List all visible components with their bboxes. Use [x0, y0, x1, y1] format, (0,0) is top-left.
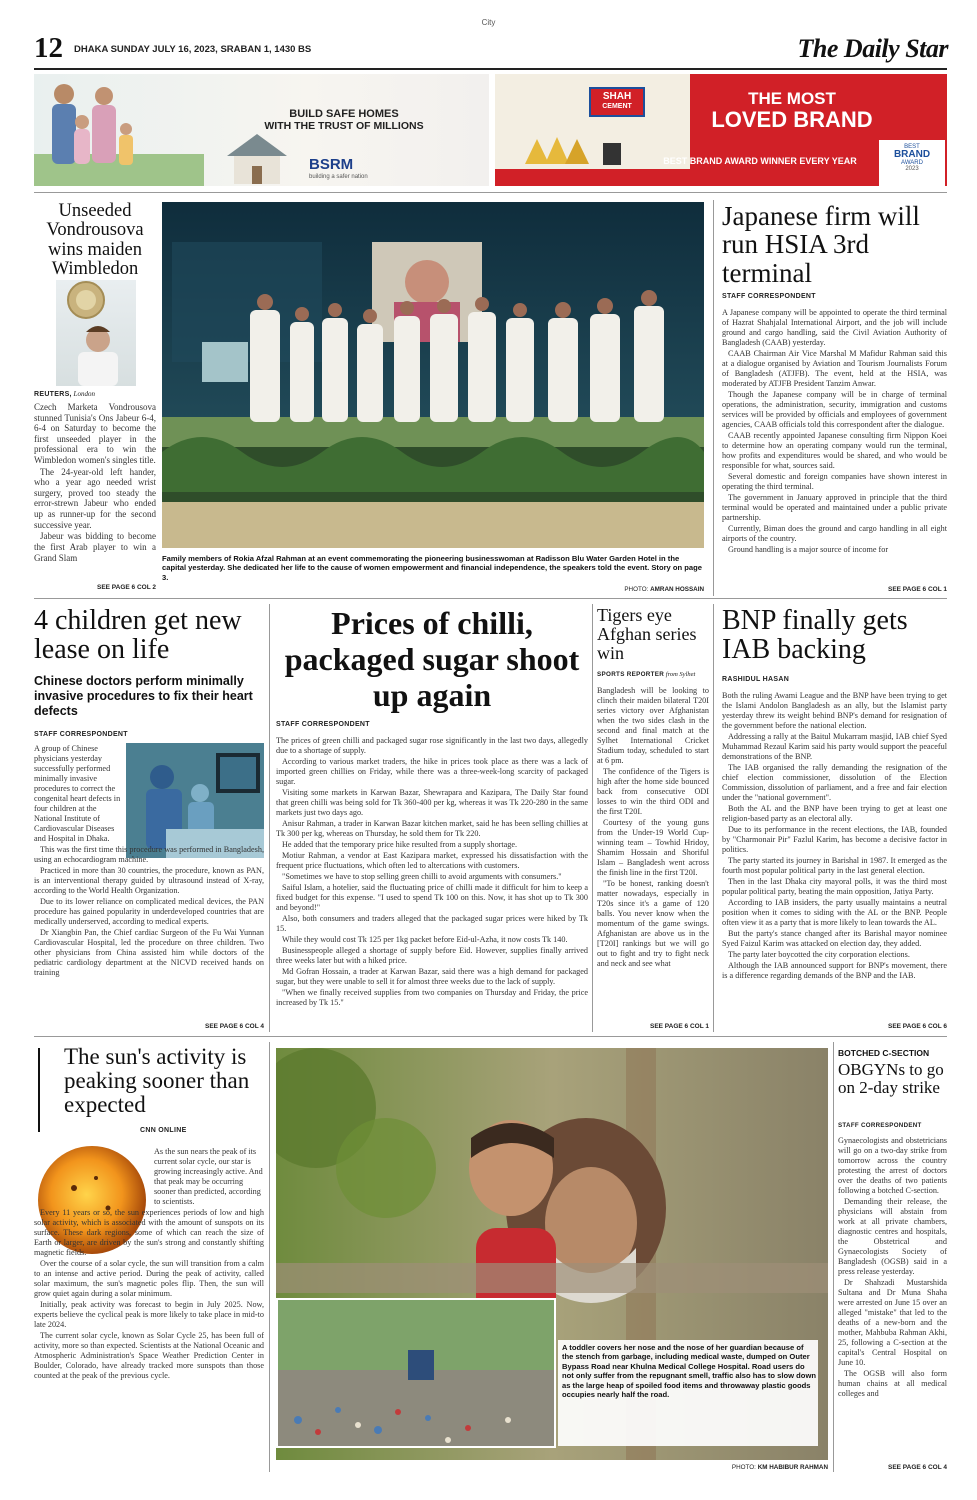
obgyn-byline: STAFF CORRESPONDENT — [838, 1122, 922, 1129]
obgyn-headline: OBGYNs to go on 2-day strike — [838, 1060, 944, 1097]
chilli-paragraph: Motiur Rahman, a vendor at East Kazipara market, expressed his dissatisfaction with the frequent price fluctuations, which often led to altercations with customers. — [276, 851, 588, 870]
vondrousova-photo — [56, 280, 136, 386]
tigers-paragraph: Courtesy of the young guns from the Under-19 World Cup-winning team – Towhid Hridoy, Shamim Hossain and Shoriful Islam – Bangladesh went across the finish line in the first T20I. — [597, 818, 709, 877]
column-rule — [833, 1042, 834, 1472]
tigers-body — [597, 686, 709, 1022]
sun-byline: CNN ONLINE — [140, 1127, 187, 1134]
chilli-paragraph: While they would cost Tk 125 per 1kg packet before Eid-ul-Azha, it now costs Tk 140. — [282, 935, 568, 944]
chilli-paragraph: Businesspeople alleged a shortage of supply before Eid. However, supplies finally arrived three weeks later but with a hiked price. — [276, 946, 588, 965]
obgyn-paragraph: The OGSB will also form human chains at all medical colleges and — [838, 1369, 947, 1398]
bnp-paragraph: Then in the last Dhaka city mayoral polls, it was the third most popular political party, beating the main opposition, Jatiya Party. — [722, 877, 947, 896]
ads-rule — [34, 192, 947, 193]
bnp-paragraph: Both the AL and the BNP have been trying to get at least one religion-based party as an electoral ally. — [722, 804, 947, 823]
best-brand-award-logo — [879, 140, 945, 186]
bnp-paragraph: The party started its journey in Barishal in 1987. It emerged as the fourth most popular political party in the last general election. — [722, 856, 947, 875]
bnp-paragraph: But the party's stance changed after its Barishal mayor nominee Syed Faizul Karim was attacked on election day, they added. — [722, 929, 947, 948]
tigers-paragraph: The confidence of the Tigers is high after the home side bounced back from consecutive ODI losses to win the third ODI and the first T20I. — [597, 767, 709, 816]
section-rule-2 — [34, 1036, 947, 1037]
masthead-rule — [34, 68, 947, 70]
vondrousova-byline-place: London — [73, 390, 95, 398]
chilli-paragraph: Saiful Islam, a hotelier, said the fluctuating price of chilli made it difficult for him to keep a fixed budget for this expense. "I used to spend Tk 100 on this. Now, it has shot up to Tk 300 and beyond!" — [276, 883, 588, 912]
column-rule — [713, 604, 714, 1032]
toddler-caption: A toddler covers her nose and the nose of her guardian because of the stench from garbage, including medical waste, dumped on Outer Bypass Road near Khulna Medical College Hospital. Road users do not only suffer from the repugnant smell, traffic also has to slow down as the large heap of spoiled food items and throwaway plastic goods occupies nearly half the road. — [562, 1343, 816, 1400]
bsrm-house-art — [222, 116, 292, 186]
obgyn-paragraph: Demanding their release, the physicians will abstain from work at all private chambers, diagnostic centres and hospitals, the Obstetrical and Gynaecologists Society of Bangladesh (OGSB) said in a press release yesterday. — [838, 1197, 947, 1276]
children-paragraph: Dr Xiangbin Pan, the Chief cardiac Surgeon of the Fu Wai Yunnan Cardiovascular Hospital, led the procedure on three children. Two other physicians from China assisted him while doctors of the pediatric cardiology department at the NICVD received hands on training — [34, 928, 264, 977]
column-rule — [713, 200, 714, 596]
award-brand: BRAND — [893, 149, 931, 160]
rokia-photo-caption: Family members of Rokia Afzal Rahman at an event commemorating the pioneering businesswoman at Radisson Blu Water Garden Hotel in the capital yesterday. She dedicated her life to the cause of women empowerment and financial independence, the speakers told the event. Story on page 3. — [162, 554, 703, 582]
garbage-road-illustration — [278, 1300, 556, 1448]
vondrousova-jump[interactable]: SEE PAGE 6 COL 2 — [96, 584, 156, 591]
toddler-credit-name: KM HABIBUR RAHMAN — [757, 1464, 828, 1471]
sun-accent-bar — [38, 1048, 40, 1132]
bnp-headline: BNP finally gets IAB backing — [722, 605, 908, 666]
column-rule — [269, 1042, 270, 1472]
shah-footer: BEST BRAND AWARD WINNER EVERY YEAR — [663, 156, 857, 166]
vondrousova-headline: Unseeded Vondrousova wins maiden Wimbledon — [46, 201, 144, 280]
tigers-byline — [597, 671, 695, 678]
chilli-paragraph: "Sometimes we have to stop selling green chilli to avoid arguments with consumers." — [282, 872, 562, 881]
tigers-byline-place: from Sylhet — [665, 671, 696, 678]
obgyn-kicker: BOTCHED C-SECTION — [838, 1048, 930, 1058]
shah-headline-2: LOVED BRAND — [711, 106, 873, 132]
bnp-paragraph: Although the IAB announced support for BNP's movement, there is a difference regarding demands of the BNP and the IAB. — [722, 961, 947, 980]
hsia-paragraph: A Japanese company will be appointed to operate the third terminal of Hazrat Shahjalal International Airport, and the job will include ground and cargo handling, said the Civil Aviation Authority of Bangladesh (CAAB) yesterday. — [722, 308, 947, 347]
paper-logo: The Daily Star — [797, 34, 948, 63]
chilli-headline: Prices of chilli, packaged sugar shoot up again — [284, 605, 580, 713]
hsia-paragraph: Though the Japanese company will be in charge of terminal operations, the administration, security, immigration and customs services will be provided by officials and employees of government agencies, CAAB officials told this correspondent after the dialogue. — [722, 390, 947, 429]
rokia-credit-label: PHOTO: — [624, 586, 649, 593]
award-word: AWARD — [901, 160, 923, 166]
chilli-paragraph: Also, both consumers and traders alleged that the packaged sugar prices were hiked by Tk 15. — [276, 914, 588, 933]
vondrousova-byline-agency: REUTERS, — [34, 391, 72, 398]
garbage-road-inset-photo — [276, 1298, 556, 1448]
hsia-byline: STAFF CORRESPONDENT — [722, 293, 816, 300]
award-best: BEST — [904, 144, 920, 150]
tigers-paragraph: "To be honest, ranking doesn't matter nowadays, especially in T20s since it's a game of 120 balls. You never know when the momentum of the game swings. Afghanistan are above us in the [T20I] rankings but we will go out to fight and try to fight neck and neck and see what — [597, 879, 709, 968]
hsia-jump[interactable]: SEE PAGE 6 COL 1 — [887, 586, 947, 593]
chilli-paragraph: The prices of green chilli and packaged sugar rose significantly in the last two days, allegedly due to a shortage of supply. — [276, 736, 588, 755]
sun-body — [34, 1147, 264, 1467]
vondrousova-paragraph: Jabeur was bidding to become the first Arab player to win a Grand Slam — [34, 531, 156, 563]
trophy-player-illustration — [56, 280, 136, 386]
hsia-paragraph: CAAB Chairman Air Vice Marshal M Mafidur Rahman said this at a dialogue organised by Aviation and Tourism Journalists Forum of Bangladesh (ATJFB). The event, held at the HSIA, was moderated by ATJFB President Tanzim Anwar. — [722, 349, 947, 388]
obgyn-body — [838, 1136, 947, 1462]
sun-paragraph: As the sun nears the peak of its current solar cycle, our star is growing increasingly active. And that peak may be occurring sooner than predicted, according to scientists. — [154, 1147, 263, 1206]
bnp-body — [722, 691, 947, 1022]
chilli-body — [276, 736, 588, 1032]
shah-brand-1: SHAH — [602, 91, 632, 102]
column-rule — [269, 604, 270, 1032]
chilli-paragraph: "When we finally received supplies from two companies on Thursday and Friday, the price increased by Tk 15." — [276, 988, 588, 1007]
section-label: City — [481, 18, 496, 27]
bsrm-slogan: building a safer nation — [309, 174, 368, 180]
bsrm-tagline-1: BUILD SAFE HOMES — [289, 108, 399, 120]
toddler-credit-label: PHOTO: — [731, 1464, 756, 1471]
vondrousova-body — [34, 402, 156, 580]
bsrm-logo — [309, 156, 368, 180]
hsia-paragraph: CAAB recently appointed Japanese consulting firm Nippon Koei to determine how an operating company would run the terminal, how profits and expenditures would be shared, and who would be responsible for what, sources said. — [722, 431, 947, 470]
chilli-paragraph: According to various market traders, the hike in prices took place as there was a lack of imported green chillies on Friday, while there was a three-week-long scarcity of packaged sugar. — [276, 757, 588, 786]
chilli-paragraph: He added that the temporary price hike resulted from a supply shortage. — [282, 840, 518, 849]
toddler-credit — [562, 1464, 828, 1471]
vondrousova-paragraph: The 24-year-old left hander, who a year ago needed wrist surgery, proved too steady the error-strewn Jabeur who ended up as runner-up for the second successive year. — [34, 466, 156, 530]
obgyn-paragraph: Gynaecologists and obstetricians will go on a two-day strike from tomorrow across the country protesting the arrest of doctors over the deaths of two patients following a botched C-section. — [838, 1136, 947, 1195]
children-paragraph: Practiced in more than 30 countries, the procedure, known as PAN, is an interventional therapy guided by ultrasound instead of X-ray, according to the World Health Organization. — [34, 866, 264, 895]
hsia-headline: Japanese firm will run HSIA 3rd terminal — [722, 201, 920, 288]
award-year: 2023 — [905, 166, 919, 172]
shah-cement-ad[interactable] — [495, 74, 947, 186]
children-body — [34, 744, 264, 1000]
bnp-paragraph: Due to its performance in the recent elections, the IAB, founded by "Charmonair Pir" Fazlul Karim, has become a decisive factor in politics. — [722, 825, 947, 854]
bnp-paragraph: The party later boycotted the city corporation elections. — [728, 950, 910, 959]
hsia-paragraph: The government in January approved in principle that the third terminal would be operated and maintained under a public private partnership. — [722, 493, 947, 522]
chilli-paragraph: Md Gofran Hossain, a trader at Karwan Bazar, said there was a high demand for packaged sugar, but they were unable to sell it for almost three weeks due to the lack of supply. — [276, 967, 588, 986]
rokia-photo-credit — [162, 586, 704, 593]
children-paragraph: A group of Chinese physicians yesterday successfully performed minimally invasive procedures to correct the congenital heart defects in four children at the National Institute of Cardiovascular Diseases and Hospital in Dhaka. — [34, 744, 121, 843]
bnp-jump[interactable]: SEE PAGE 6 COL 6 — [887, 1023, 947, 1030]
shah-brand-2: CEMENT — [602, 102, 632, 110]
obgyn-jump[interactable]: SEE PAGE 6 COL 4 — [887, 1464, 947, 1471]
sun-paragraph: The current solar cycle, known as Solar Cycle 25, has been full of activity, more so than expected. Scientists at the National Oceanic and Atmospheric Administration's Space Weather Prediction Center in Boulder, Colorado, have already tracked more sunspots than those counted at the peak of the previous cycle. — [34, 1331, 264, 1380]
section-rule-1 — [34, 598, 947, 599]
tigers-headline: Tigers eye Afghan series win — [597, 605, 697, 663]
children-paragraph: Due to its lower reliance on complicated medical devices, the PAN procedure has gained popularity in underdeveloped countries that are medically underserved, according to medical experts. — [34, 897, 264, 926]
page-number: 12 — [34, 32, 63, 64]
hsia-paragraph: Ground handling is a major source of income for — [728, 545, 889, 554]
column-rule — [592, 604, 593, 1032]
bnp-byline: RASHIDUL HASAN — [722, 676, 790, 683]
hsia-paragraph: Several domestic and foreign companies have shown interest in operating the third terminal. — [722, 472, 947, 491]
bnp-paragraph: The IAB organised the rally demanding the resignation of the chief election commissioner, dissolution of the Election Commission, dissolution of parliament, and a free and fair election under the "national government". — [722, 763, 947, 802]
rokia-credit-name: AMRAN HOSSAIN — [650, 586, 704, 593]
rokia-event-photo — [162, 202, 704, 548]
hsia-paragraph: Currently, Biman does the ground and cargo handling in all eight airports of the country. — [722, 524, 947, 543]
bsrm-ad[interactable] — [34, 74, 489, 186]
vondrousova-byline — [34, 390, 95, 398]
vondrousova-paragraph: Czech Marketa Vondrousova stunned Tunisia's Ons Jabeur 6-4, 6-4 on Saturday to become the first unseeded player in the professional era to win the Wimbledon women's singles title. — [34, 402, 156, 466]
sun-paragraph: Every 11 years or so, the sun experiences periods of low and high solar activity, which is associated with the amount of sunspots on its surface. These dark regions, some of which can reach the size of Earth or larger, are driven by the sun's strong and constantly shifting magnetic fields. — [34, 1208, 264, 1257]
children-jump[interactable]: SEE PAGE 6 COL 4 — [204, 1023, 264, 1030]
hsia-body — [722, 308, 947, 586]
children-byline: STAFF CORRESPONDENT — [34, 731, 128, 738]
shah-logo — [589, 87, 645, 117]
chilli-byline: STAFF CORRESPONDENT — [276, 721, 370, 728]
bnp-paragraph: Both the ruling Awami League and the BNP have been trying to get the Islami Andolon Bangladesh as an ally, but the Islamist party yesterday threw its weight behind BNP's demand for resignation of the government before the national election. — [722, 691, 947, 730]
bsrm-brand: BSRM — [309, 156, 354, 173]
children-headline: 4 children get new lease on life — [34, 605, 242, 666]
bsrm-tagline-2: WITH THE TRUST OF MILLIONS — [264, 120, 424, 132]
shah-headline-1: THE MOST — [748, 89, 836, 108]
dateline: DHAKA SUNDAY JULY 16, 2023, SRABAN 1, 1430 BS — [74, 44, 312, 55]
bsrm-ad-family-art — [34, 74, 204, 186]
event-stage-illustration — [162, 202, 704, 548]
children-subhead: Chinese doctors perform minimally invasive procedures to fix their heart defects — [34, 674, 253, 718]
sun-headline: The sun's activity is peaking sooner than expected — [64, 1044, 250, 1118]
children-paragraph: This was the first time this procedure was performed in Bangladesh, using an echocardiogram machine. — [34, 845, 264, 864]
sun-paragraph: Initially, peak activity was forecast to begin in July 2025. Now, experts believe the cyclical peak is more likely to take place in mid-to late 2024. — [34, 1300, 264, 1329]
bnp-paragraph: Addressing a rally at the Baitul Mukarram masjid, IAB chief Syed Muhammad Rezaul Karim said his party would support the peaceful demonstrations of the BNP. — [722, 732, 947, 761]
chilli-paragraph: Anisur Rahman, a trader in Karwan Bazar kitchen market, said he has been selling chillies at Tk 300 per kg, whereas on Thursday, he sold them for Tk 220. — [276, 819, 588, 838]
bnp-paragraph: According to IAB insiders, the party usually maintains a neutral position when it comes to siding with the AL or the BNP. People often view it as a party that is more likely to lean towards the AL. — [722, 898, 947, 927]
tigers-paragraph: Bangladesh will be looking to clinch their maiden bilateral T20I series victory over Afghanistan when the two sides clash in the second and final match at the Sylhet International Cricket Stadium today, scheduled to start at 6 pm. — [597, 686, 709, 765]
tigers-jump[interactable]: SEE PAGE 6 COL 1 — [649, 1023, 709, 1030]
sun-paragraph: Over the course of a solar cycle, the sun will transition from a calm to an intense and active period. During the peak of activity, called solar maximum, the sun's magnetic poles flip. Then, the sun will grow quiet again during a solar minimum. — [34, 1259, 264, 1298]
chilli-paragraph: Visiting some markets in Karwan Bazar, Shewrapara and Kazipara, The Daily Star found that green chilli was being sold for Tk 360-400 per kg, whereas it was Tk 220-280 in the same markets just two days ago. — [276, 788, 588, 817]
tigers-byline-reporter: SPORTS REPORTER — [597, 671, 665, 678]
obgyn-paragraph: Dr Shahzadi Mustarshida Sultana and Dr Muna Shaha were arrested on June 15 over an alleged "mistake" that led to the deaths of a new-born and the mother, Mahbuba Rahman Akhi, 25, following a C-section at the capital's Central Hospital on June 10. — [838, 1278, 947, 1367]
